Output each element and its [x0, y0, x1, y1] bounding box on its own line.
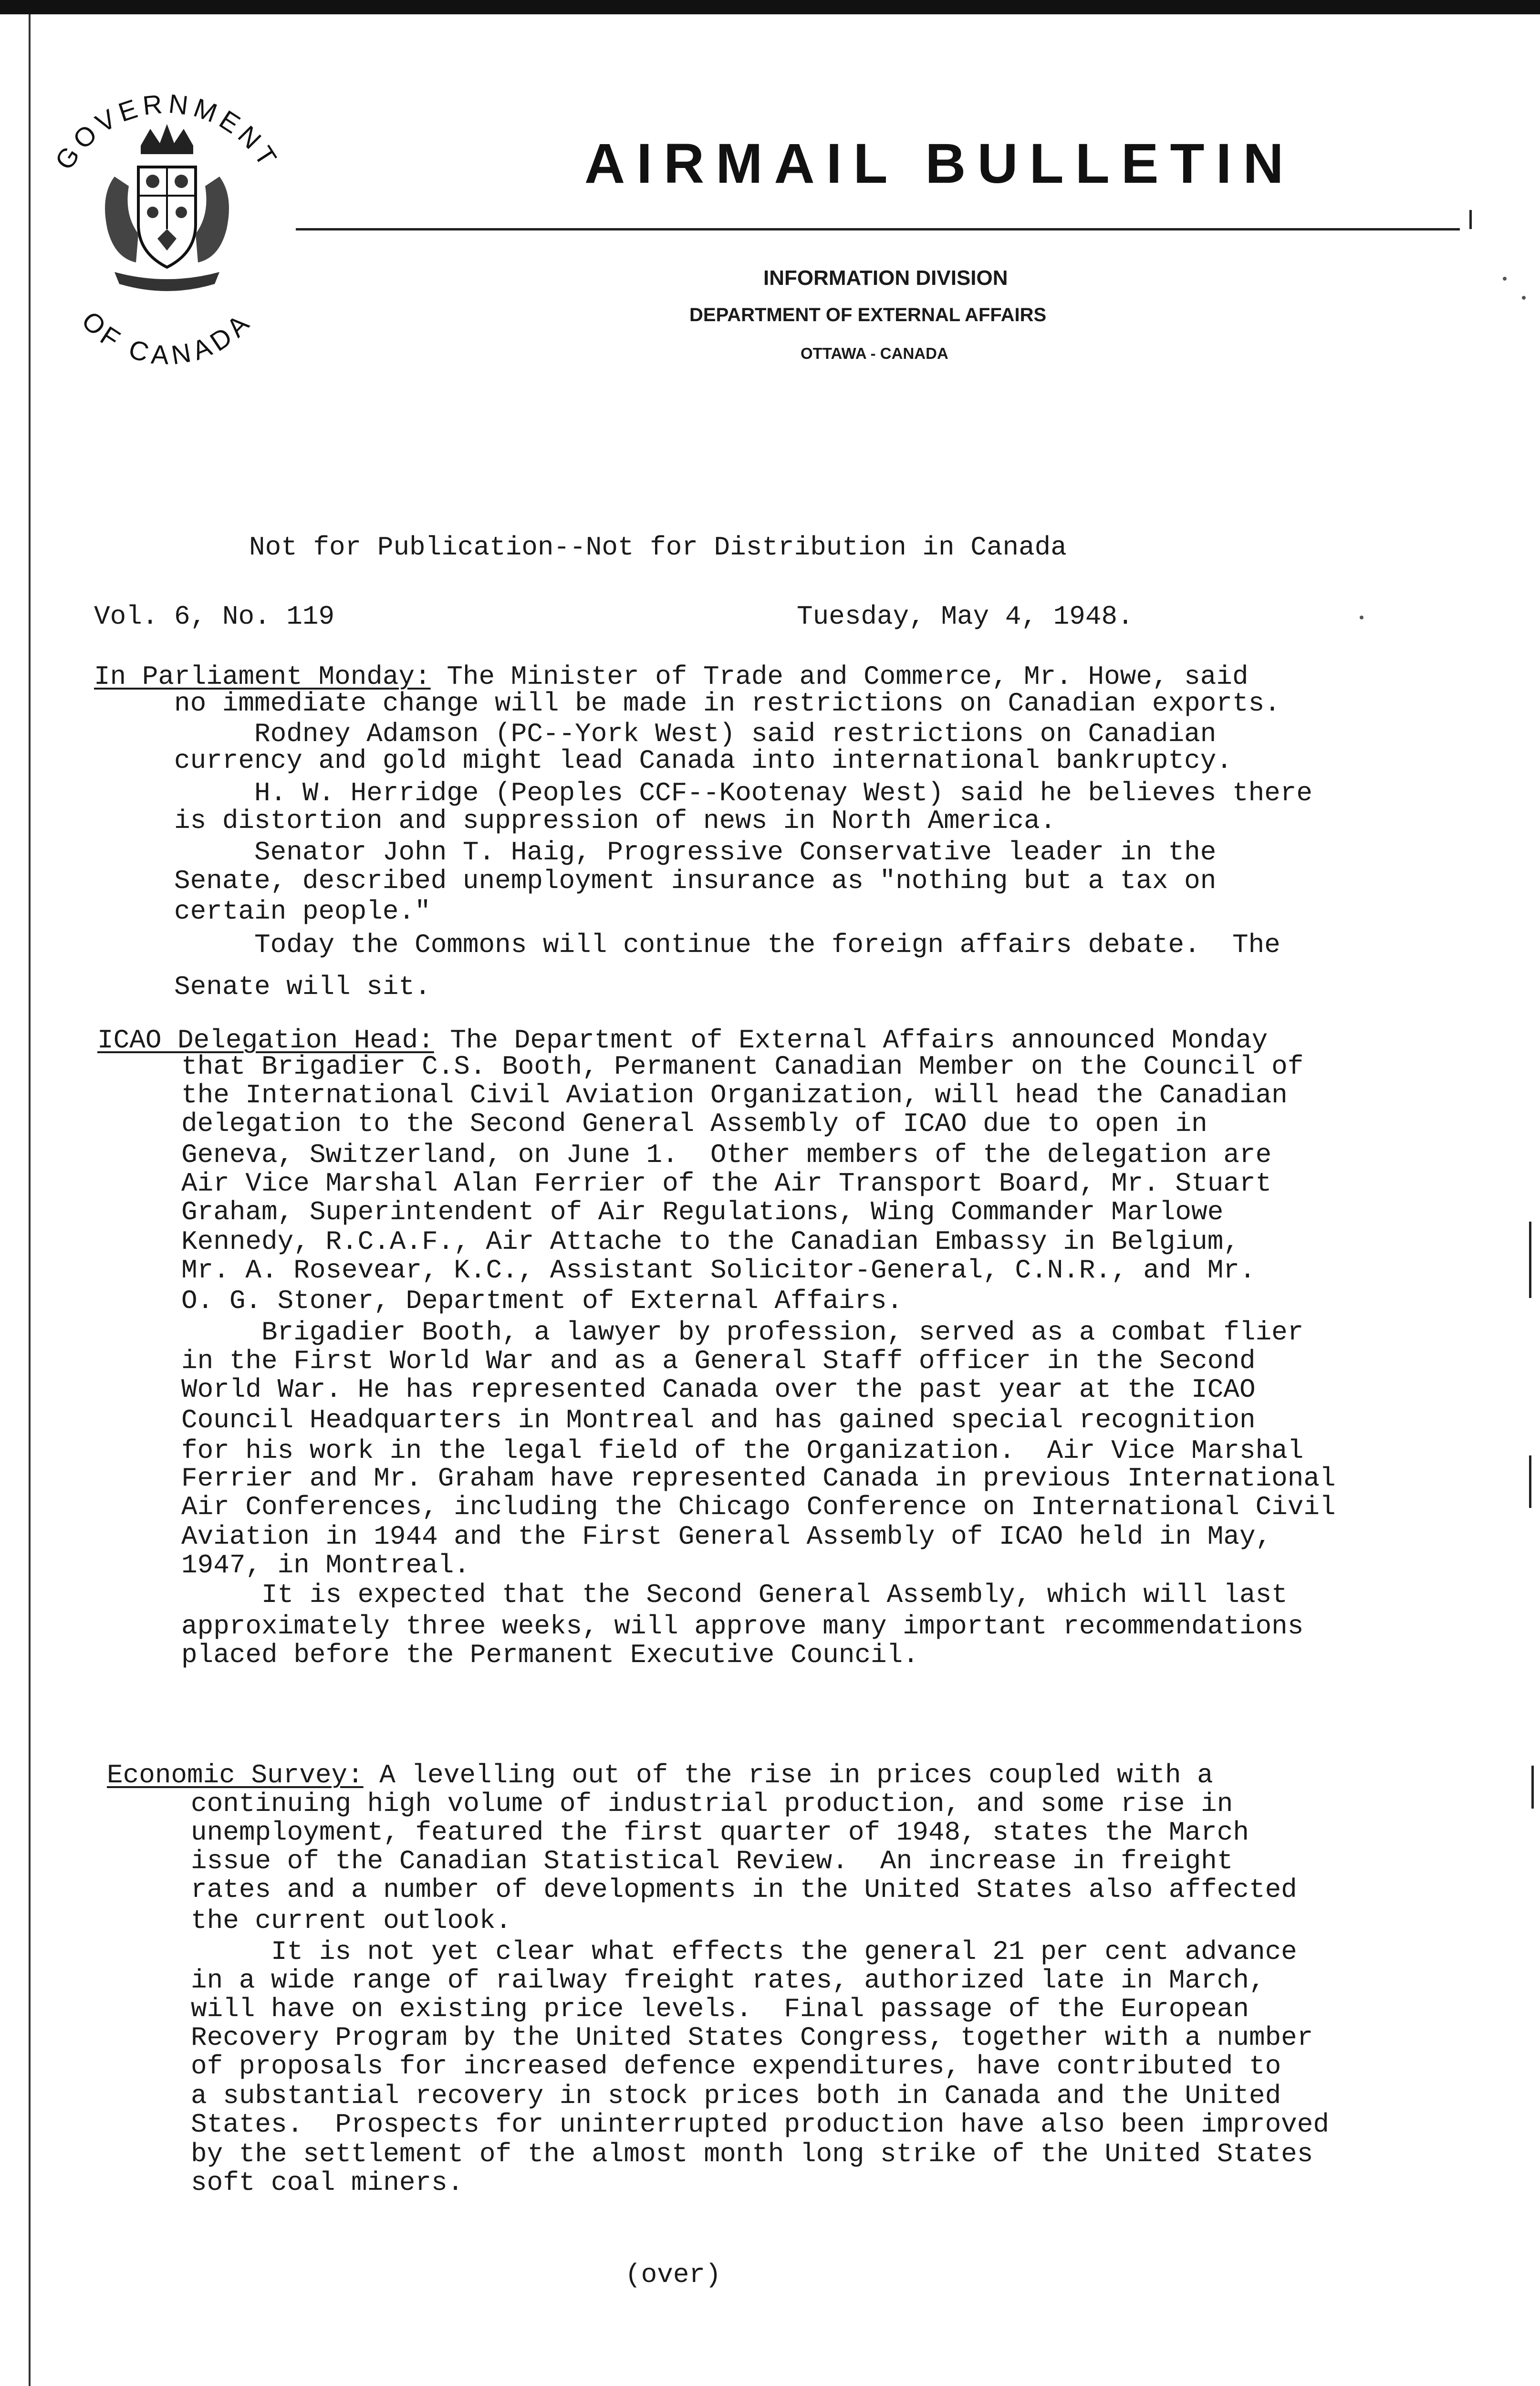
section-line: Senate will sit. — [174, 972, 431, 1002]
seal-top-text: GOVERNMENT — [49, 88, 285, 175]
section-line: A levelling out of the rise in prices coupled with a — [363, 1760, 1213, 1790]
section-heading-line — [107, 1761, 1213, 1790]
distribution-notice: Not for Publication--Not for Distribution in Canada — [249, 532, 1067, 563]
section-line: States. Prospects for uninterrupted production have also been improved — [191, 2109, 1329, 2140]
section-line: by the settlement of the almost month long strike of the United States — [191, 2139, 1313, 2169]
section-line: Aviation in 1944 and the First General Assembly of ICAO held in May, — [181, 1521, 1272, 1552]
section-line: 1947, in Montreal. — [181, 1550, 470, 1580]
section-heading: ICAO Delegation Head: — [97, 1025, 434, 1056]
department-name: DEPARTMENT OF EXTERNAL AFFAIRS — [689, 304, 1047, 325]
government-seal — [43, 72, 291, 387]
section-line: is distortion and suppression of news in North America. — [174, 806, 1056, 836]
section-line: Ferrier and Mr. Graham have represented Canada in previous International — [181, 1463, 1336, 1494]
section-line: continuing high volume of industrial production, and some rise in — [191, 1789, 1233, 1819]
section-line: Senator John T. Haig, Progressive Conservative leader in the — [174, 837, 1217, 868]
svg-text:OF CANADA — [76, 305, 258, 370]
section-line: Council Headquarters in Montreal and has gained special recognition — [181, 1405, 1256, 1435]
section-line: Kennedy, R.C.A.F., Air Attache to the Canadian Embassy in Belgium, — [181, 1226, 1239, 1257]
section-line: for his work in the legal field of the Organization. Air Vice Marshal — [181, 1435, 1304, 1466]
section-line: Recovery Program by the United States Congress, together with a number — [191, 2022, 1313, 2053]
page-footer-over: (over) — [625, 2260, 721, 2290]
section-line: issue of the Canadian Statistical Review. An increase in freight — [191, 1846, 1233, 1876]
section-line: Geneva, Switzerland, on June 1. Other members of the delegation are — [181, 1140, 1272, 1170]
section-line: Rodney Adamson (PC--York West) said restrictions on Canadian — [174, 719, 1217, 749]
section-heading: Economic Survey: — [107, 1760, 364, 1790]
section-line: It is not yet clear what effects the general 21 per cent advance — [191, 1936, 1297, 1967]
section-line: Senate, described unemployment insurance as "nothing but a tax on — [174, 866, 1217, 896]
section-line: Air Conferences, including the Chicago Conference on International Civil — [181, 1492, 1336, 1522]
section-line: It is expected that the Second General Assembly, which will last — [181, 1580, 1288, 1610]
coat-of-arms-icon — [43, 72, 291, 387]
bulletin-title: AIRMAIL BULLETIN — [584, 132, 1295, 195]
section-line: in the First World War and as a General Staff officer in the Second — [181, 1346, 1256, 1376]
section-line: Graham, Superintendent of Air Regulations, Wing Commander Marlowe — [181, 1197, 1224, 1227]
section-line: a substantial recovery in stock prices both in Canada and the United — [191, 2081, 1281, 2111]
section-line: placed before the Permanent Executive Council. — [181, 1640, 919, 1670]
section-line: The Minister of Trade and Commerce, Mr. Howe, said — [430, 661, 1249, 692]
section-line: World War. He has represented Canada over the past year at the ICAO — [181, 1374, 1256, 1405]
volume-number: Vol. 6, No. 119 — [94, 601, 335, 632]
section-line: unemployment, featured the first quarter of 1948, states the March — [191, 1817, 1249, 1848]
section-line: the current outlook. — [191, 1905, 512, 1936]
section-line: Air Vice Marshal Alan Ferrier of the Air Transport Board, Mr. Stuart — [181, 1168, 1272, 1199]
seal-bottom-text: OF CANADA — [76, 305, 258, 370]
section-heading: In Parliament Monday: — [94, 661, 431, 692]
division-name: INFORMATION DIVISION — [763, 266, 1008, 290]
section-line: The Department of External Affairs announced Monday — [434, 1025, 1268, 1056]
section-line: H. W. Herridge (Peoples CCF--Kootenay West) said he believes there — [174, 778, 1312, 808]
section-line: delegation to the Second General Assembly of ICAO due to open in — [181, 1109, 1207, 1139]
scan-speck — [1503, 277, 1507, 281]
section-line: soft coal miners. — [191, 2167, 464, 2198]
scan-mark — [1529, 1222, 1531, 1298]
section-line: certain people." — [174, 896, 431, 927]
scan-speck — [1360, 616, 1363, 619]
left-margin-rule — [29, 14, 31, 2386]
section-heading-line — [94, 662, 1249, 691]
masthead-rule — [296, 228, 1460, 230]
section-line: in a wide range of railway freight rates, authorized late in March, — [191, 1965, 1265, 1996]
section-line: O. G. Stoner, Department of External Affairs. — [181, 1286, 903, 1316]
scan-mark — [1469, 210, 1472, 229]
section-line: will have on existing price levels. Final passage of the European — [191, 1994, 1249, 2024]
section-line: rates and a number of developments in the United States also affected — [191, 1874, 1297, 1905]
section-line: currency and gold might lead Canada into international bankruptcy. — [174, 745, 1232, 776]
section-line: no immediate change will be made in restrictions on Canadian exports. — [174, 688, 1280, 719]
section-line: approximately three weeks, will approve many important recommendations — [181, 1611, 1304, 1642]
section-line: of proposals for increased defence expenditures, have contributed to — [191, 2051, 1281, 2082]
section-line: that Brigadier C.S. Booth, Permanent Canadian Member on the Council of — [181, 1051, 1304, 1082]
scan-mark — [1529, 1455, 1531, 1508]
section-line: the International Civil Aviation Organization, will head the Canadian — [181, 1080, 1288, 1110]
scan-mark — [1531, 1766, 1534, 1809]
section-heading-line — [97, 1026, 1268, 1055]
section-line: Today the Commons will continue the foreign affairs debate. The — [174, 930, 1280, 960]
section-line: Brigadier Booth, a lawyer by profession, served as a combat flier — [181, 1317, 1304, 1348]
scan-speck — [1522, 296, 1526, 300]
section-line: Mr. A. Rosevear, K.C., Assistant Solicitor-General, C.N.R., and Mr. — [181, 1255, 1256, 1286]
top-scan-band — [0, 0, 1540, 14]
issue-date: Tuesday, May 4, 1948. — [797, 601, 1134, 632]
location-text: OTTAWA - CANADA — [801, 345, 948, 362]
